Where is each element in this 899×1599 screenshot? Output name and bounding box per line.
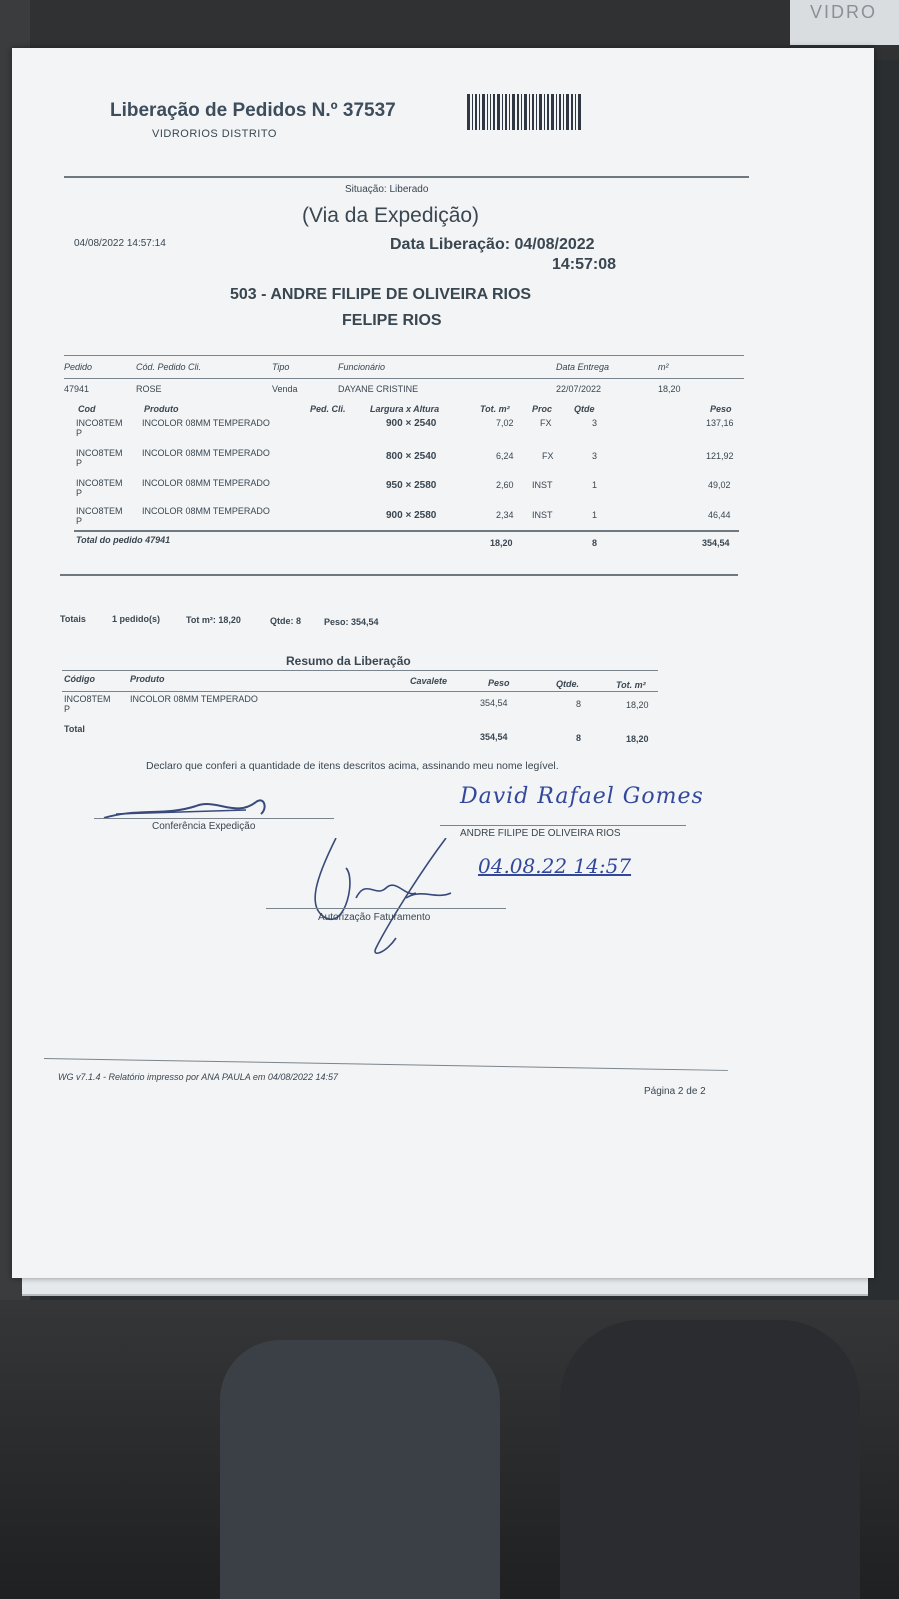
row3-qtde: 1 xyxy=(592,480,598,490)
col-qtde: Qtde xyxy=(574,404,595,414)
totals-pedidos: 1 pedido(s) xyxy=(112,614,161,624)
row3-cod: INCO8TEM xyxy=(76,478,123,488)
row1-qtde: 3 xyxy=(592,418,598,428)
order-total-m2: 18,20 xyxy=(490,538,513,548)
company-name: VIDRORIOS DISTRITO xyxy=(152,128,277,140)
copy-type: (Via da Expedição) xyxy=(302,204,480,227)
totals-peso: Peso: 354,54 xyxy=(324,617,379,627)
col-pedido: Pedido xyxy=(64,362,93,372)
order-divider-mid xyxy=(64,378,744,379)
autorizacao-line xyxy=(266,908,506,909)
row1-cod-suffix: P xyxy=(76,428,83,438)
col-produto: Produto xyxy=(144,404,179,414)
col-cod-pedido-cli: Cód. Pedido Cli. xyxy=(136,362,202,372)
footer-report-info: WG v7.1.4 - Relatório impresso por ANA PAULA em 04/08/2022 14:57 xyxy=(58,1072,338,1082)
row3-peso: 49,02 xyxy=(708,480,731,490)
release-time: 14:57:08 xyxy=(552,256,617,273)
row1-produto: INCOLOR 08MM TEMPERADO xyxy=(142,418,270,428)
row3-produto: INCOLOR 08MM TEMPERADO xyxy=(142,478,270,488)
footer-page-number: Página 2 de 2 xyxy=(644,1086,706,1097)
summary-col-cavalete: Cavalete xyxy=(410,676,448,686)
items-total-divider xyxy=(74,530,739,532)
row1-proc: FX xyxy=(540,418,552,428)
col-cod: Cod xyxy=(78,404,96,414)
summary-divider-top xyxy=(62,670,658,671)
conferencia-line xyxy=(94,818,334,819)
row2-peso: 121,92 xyxy=(706,451,734,461)
document-title: Liberação de Pedidos N.º 37537 xyxy=(110,100,396,121)
client-nickname: FELIPE RIOS xyxy=(342,312,442,329)
col-proc: Proc xyxy=(532,404,553,414)
background-paper xyxy=(790,0,899,45)
summary-total-peso: 354,54 xyxy=(480,732,508,742)
autorizacao-label: Autorização Faturamento xyxy=(318,912,431,923)
summary-row-produto: INCOLOR 08MM TEMPERADO xyxy=(130,694,258,704)
handwritten-date: 04.08.22 14:57 xyxy=(478,854,632,878)
col-peso: Peso xyxy=(710,404,732,414)
header-divider xyxy=(64,176,749,178)
conferencia-label: Conferência Expedição xyxy=(152,821,256,832)
summary-divider-mid xyxy=(62,691,658,692)
row2-cod: INCO8TEM xyxy=(76,448,123,458)
row4-dims: 900 × 2580 xyxy=(386,510,437,521)
row4-qtde: 1 xyxy=(592,510,598,520)
summary-row-peso: 354,54 xyxy=(480,698,508,708)
client-signature: David Rafael Gomes xyxy=(460,784,704,809)
row3-cod-suffix: P xyxy=(76,488,83,498)
release-date: Data Liberação: 04/08/2022 xyxy=(390,236,595,253)
summary-total-label: Total xyxy=(64,724,85,734)
order-m2: 18,20 xyxy=(658,384,681,394)
order-funcionario: DAYANE CRISTINE xyxy=(338,384,419,394)
background-leg xyxy=(220,1340,500,1599)
col-tot-m2: Tot. m² xyxy=(480,404,510,414)
totals-label: Totais xyxy=(60,614,86,624)
summary-total-m2: 18,20 xyxy=(626,734,649,744)
summary-row-codigo-suffix: P xyxy=(64,704,71,714)
col-tipo: Tipo xyxy=(272,362,290,372)
col-ped-cli: Ped. Cli. xyxy=(310,404,346,414)
summary-title: Resumo da Liberação xyxy=(286,654,411,668)
order-total-label: Total do pedido 47941 xyxy=(76,535,171,545)
row3-dims: 950 × 2580 xyxy=(386,480,437,491)
totals-qtde: Qtde: 8 xyxy=(270,616,302,626)
background-floor xyxy=(0,1300,899,1599)
row4-peso: 46,44 xyxy=(708,510,731,520)
client-signature-label: ANDRE FILIPE DE OLIVEIRA RIOS xyxy=(460,828,621,839)
order-tipo: Venda xyxy=(272,384,298,394)
autorizacao-signature xyxy=(306,838,486,958)
col-data-entrega: Data Entrega xyxy=(556,362,610,372)
order-total-qtde: 8 xyxy=(592,538,598,548)
row1-dims: 900 × 2540 xyxy=(386,418,437,429)
summary-row-qtde: 8 xyxy=(576,699,582,709)
row2-proc: FX xyxy=(542,451,554,461)
row1-cod: INCO8TEM xyxy=(76,418,123,428)
order-total-peso: 354,54 xyxy=(702,538,730,548)
row2-qtde: 3 xyxy=(592,451,598,461)
row4-cod-suffix: P xyxy=(76,516,83,526)
row2-cod-suffix: P xyxy=(76,458,83,468)
col-m2: m² xyxy=(658,362,669,372)
order-pedido: 47941 xyxy=(64,384,90,394)
order-cod-cli: ROSE xyxy=(136,384,162,394)
totals-m2: Tot m²: 18,20 xyxy=(186,615,241,625)
summary-col-qtde: Qtde. xyxy=(556,679,580,689)
row2-tot: 6,24 xyxy=(496,451,514,461)
col-dims: Largura x Altura xyxy=(370,404,440,414)
printed-datetime: 04/08/2022 14:57:14 xyxy=(74,238,166,249)
row4-tot: 2,34 xyxy=(496,510,514,520)
summary-col-codigo: Código xyxy=(64,674,95,684)
barcode xyxy=(467,94,587,130)
row3-proc: INST xyxy=(532,480,553,490)
document-page xyxy=(12,48,874,1278)
summary-col-peso: Peso xyxy=(488,678,510,688)
background-corner-text: VIDRO xyxy=(810,2,878,22)
client-name: 503 - ANDRE FILIPE DE OLIVEIRA RIOS xyxy=(230,286,532,303)
summary-row-codigo: INCO8TEM xyxy=(64,694,111,704)
summary-col-tot-m2: Tot. m² xyxy=(616,680,646,690)
status-text: Situação: Liberado xyxy=(345,184,429,195)
summary-row-tot: 18,20 xyxy=(626,700,649,710)
row4-produto: INCOLOR 08MM TEMPERADO xyxy=(142,506,270,516)
col-funcionario: Funcionário xyxy=(338,362,386,372)
row2-dims: 800 × 2540 xyxy=(386,451,437,462)
row4-cod: INCO8TEM xyxy=(76,506,123,516)
client-signature-line xyxy=(440,825,686,826)
summary-total-qtde: 8 xyxy=(576,733,582,743)
row1-tot: 7,02 xyxy=(496,418,514,428)
row2-produto: INCOLOR 08MM TEMPERADO xyxy=(142,448,270,458)
declaration-text: Declaro que conferi a quantidade de itens descritos acima, assinando meu nome legível. xyxy=(146,760,559,772)
summary-col-produto: Produto xyxy=(130,674,165,684)
order-divider-top xyxy=(64,355,744,356)
row4-proc: INST xyxy=(532,510,553,520)
row3-tot: 2,60 xyxy=(496,480,514,490)
footer-divider xyxy=(44,1058,728,1071)
section-divider xyxy=(60,574,738,576)
row1-peso: 137,16 xyxy=(706,418,734,428)
order-data-entrega: 22/07/2022 xyxy=(556,384,602,394)
background-shadow xyxy=(560,1320,860,1599)
